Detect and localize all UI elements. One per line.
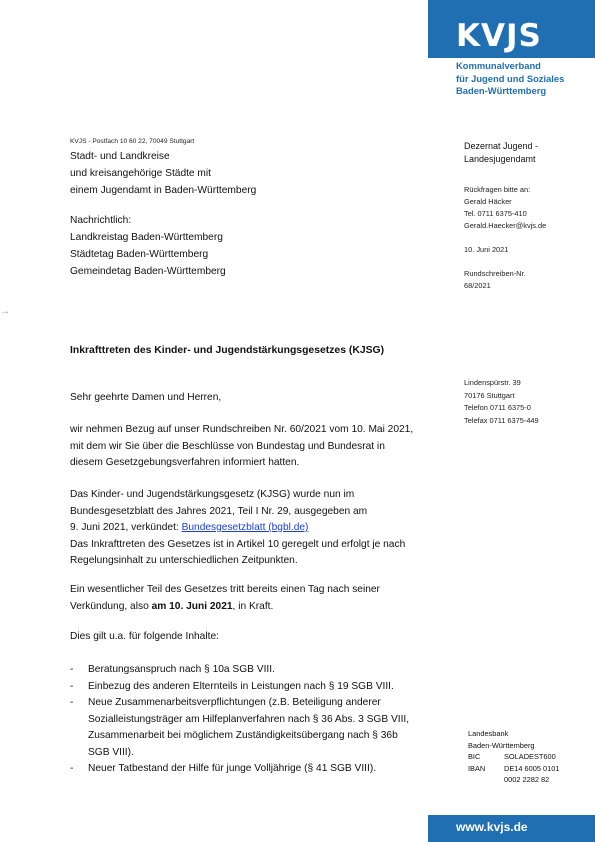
bic-label: BIC [468,752,481,761]
bullet-list [70,662,450,778]
address-fax: Telefax 0711 6375-449 [464,415,539,425]
contact-phone: Tel. 0711 6375-410 [464,209,527,218]
bullet-marker: - [70,680,74,692]
recipient-line: Stadt- und Landkreise [70,151,170,162]
text-span: , in Kraft. [232,600,274,612]
text-span: 9. Juni 2021, verkündet: [70,522,182,533]
text-line: diesem Gesetzgebungsverfahren informiert hatten. [70,457,300,468]
logo-line-3: Baden-Württemberg [456,85,547,96]
sender-line: KVJS - Postfach 10 60 22, 70049 Stuttgart [70,138,195,145]
iban-row [468,763,559,775]
text-line: Neue Zusammenarbeitsverpflichtungen (z.B. Beteiligung anderer [88,697,381,708]
paragraph-1 [70,422,450,472]
text-line [70,520,450,537]
address-phone: Telefon 0711 6375-0 [464,403,531,412]
text-line: Ein wesentlicher Teil des Gesetzes tritt bereits einen Tag nach seiner [70,584,380,595]
list-item [70,679,450,696]
fold-mark-icon: → [0,306,10,317]
text-line: Neuer Tatbestand der Hilfe für junge Volljährige (§ 41 SGB VIII). [88,763,377,774]
cc-line: Gemeindetag Baden-Württemberg [70,266,226,277]
department-line-2: Landesjugendamt [464,154,536,164]
text-line [70,599,450,616]
text-line: Regelungsinhalt zu unterschiedlichen Zeitpunkten. [70,555,298,566]
iban-value-2: 0002 2282 82 [504,775,550,784]
address-street: Lindenspürstr. 39 [464,378,521,387]
text-span: Verkündung, also [70,600,152,612]
recipient-block [70,148,256,199]
text-line: Zusammenarbeit bei möglichem Zuständigkeitsübergang nach § 36b [88,730,398,741]
list-item [70,695,450,761]
recipient-line: und kreisangehörige Städte mit [70,168,212,179]
bic-value: SOLADEST600 [504,752,556,761]
text-line: Bundesgesetzblatt des Jahres 2021, Teil I Nr. 29, ausgegeben am [70,505,368,517]
text-line: mit dem wir Sie über die Beschlüsse von Bundestag und Bundesrat in [70,440,385,452]
contact-email[interactable]: Gerald.Haecker@kvjs.de [464,221,547,230]
recipient-line: einem Jugendamt in Baden-Württemberg [70,185,257,196]
list-item [70,662,450,679]
address-city: 70176 Stuttgart [464,390,515,400]
logo-wordmark: KVJS [456,18,542,54]
iban-row-2 [468,774,559,786]
bank-name-1: Landesbank [468,729,509,738]
salutation: Sehr geehrte Damen und Herren, [70,392,222,403]
bullet-marker: - [70,763,74,774]
bgbl-link[interactable]: Bundesgesetzblatt (bgbl.de) [181,522,309,533]
text-line: wir nehmen Bezug auf unser Rundschreiben Nr. 60/2021 vom 10. Mai 2021, [70,424,414,435]
bic-row [468,751,559,763]
department-line-1: Dezernat Jugend - [464,141,539,151]
contact-label: Rückfragen bitte an: [464,185,531,194]
letter-subject: Inkrafttreten des Kinder- und Jugendstärkungsgesetzes (KJSG) [70,345,385,356]
text-line: Sozialleistungsträger am Hilfeplanverfahren nach § 36 Abs. 3 SGB VIII, [88,713,410,725]
cc-line: Landkreistag Baden-Württemberg [70,232,223,243]
text-line: SGB VIII). [88,746,134,758]
logo-line-2: für Jugend und Soziales [456,72,565,84]
effective-date: am 10. Juni 2021 [151,600,233,612]
contact-name: Gerald Häcker [464,197,512,206]
bank-details [468,728,559,786]
bank-name-2: Baden-Württemberg [468,740,535,750]
circular-number: 68/2021 [464,281,491,290]
paragraph-4: Dies gilt u.a. für folgende Inhalte: [70,631,219,642]
department [464,140,538,166]
cc-label: Nachrichtlich: [70,215,132,226]
logo-line-1: Kommunalverband [456,60,541,71]
bullet-marker: - [70,664,74,675]
circular-label: Rundschreiben-Nr. [464,269,526,278]
contact-block [464,184,546,232]
paragraph-2 [70,487,450,570]
iban-label: IBAN [468,763,486,773]
list-item [70,761,450,778]
bullet-marker: - [70,697,74,708]
footer-url[interactable]: www.kvjs.de [456,820,528,834]
text-line: Das Inkrafttreten des Gesetzes ist in Artikel 10 geregelt und erfolgt je nach [70,538,406,550]
circular-block [464,268,526,292]
text-line: Einbezug des anderen Elternteils in Leistungen nach § 19 SGB VIII. [88,680,394,692]
iban-value: DE14 6005 0101 [504,763,560,773]
letter-date: 10. Juni 2021 [464,245,509,254]
logo-subtitle [456,60,564,98]
cc-line: Städtetag Baden-Württemberg [70,249,209,260]
paragraph-3 [70,582,450,615]
text-line: Das Kinder- und Jugendstärkungsgesetz (KJSG) wurde nun im [70,489,355,500]
text-line: Beratungsanspruch nach § 10a SGB VIII. [88,664,275,675]
office-address [464,377,539,427]
cc-block [70,212,226,280]
